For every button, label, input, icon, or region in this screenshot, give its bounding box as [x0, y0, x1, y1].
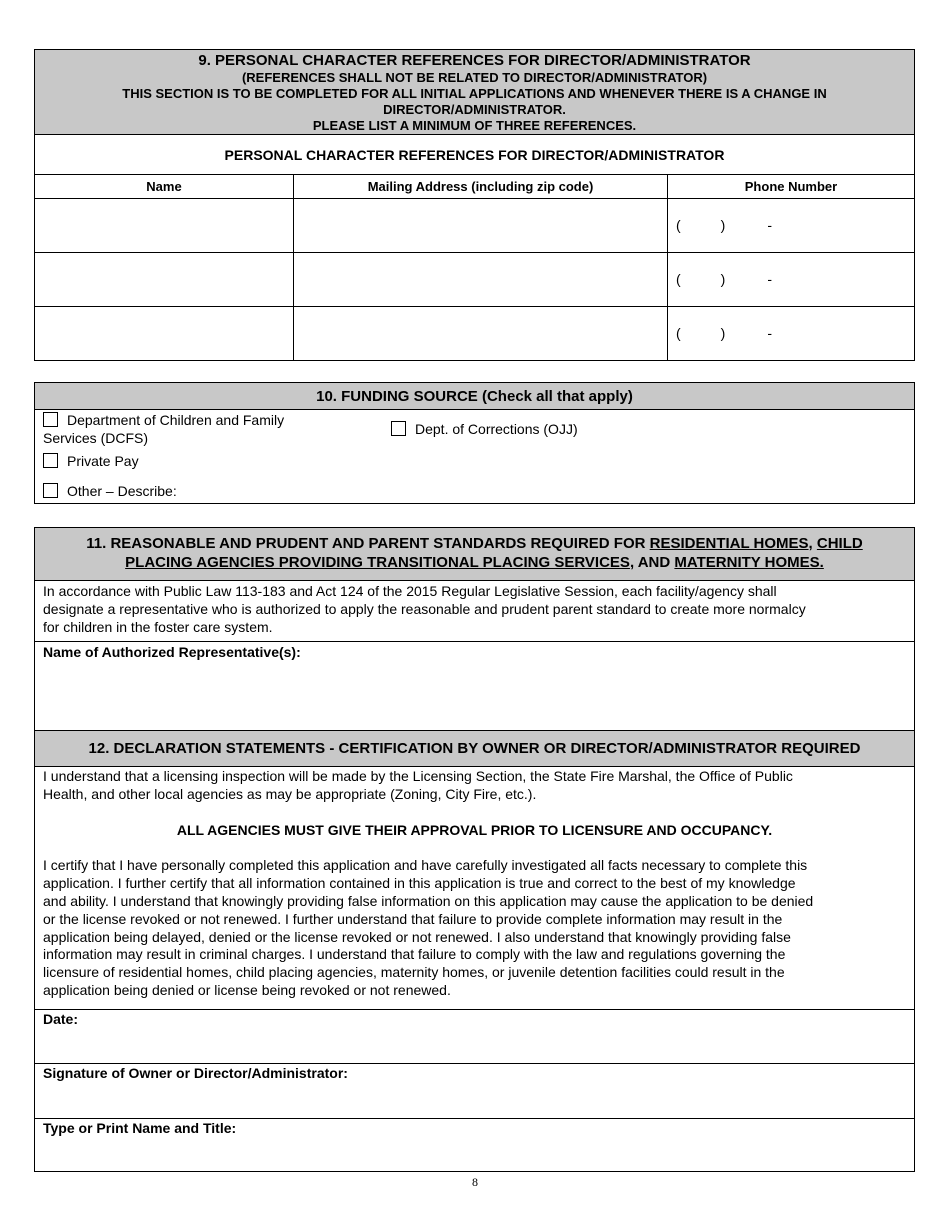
phone-dash: -	[767, 325, 773, 342]
phone-dash: -	[767, 271, 773, 287]
section-12-c6: information may result in criminal charges. I understand that failure to comply with the law and regulations governing the	[43, 946, 786, 963]
signature-field[interactable]	[35, 1063, 914, 1118]
section-11-header	[35, 528, 914, 581]
references-table	[35, 175, 914, 360]
signature-label: Signature of Owner or Director/Administrator:	[43, 1065, 348, 1081]
maternity-homes-text: MATERNITY HOMES.	[674, 554, 824, 571]
phone-open-paren: (	[676, 271, 681, 287]
phone-dash: -	[767, 217, 773, 233]
authorized-representative-field[interactable]	[35, 641, 914, 730]
section-9-header	[35, 50, 914, 135]
section-12-c1: I certify that I have personally completed this application and have carefully investigated all facts necessary to complete this	[43, 857, 808, 874]
phone-close-paren: )	[720, 217, 726, 233]
section-11-and: , AND	[629, 554, 675, 571]
section-9-subtitle: PERSONAL CHARACTER REFERENCES FOR DIRECTOR/ADMINISTRATOR	[35, 135, 914, 175]
reference-name-cell[interactable]	[35, 198, 294, 252]
page-number: 8	[472, 1175, 478, 1189]
section-12-c8: application being denied or license being revoked or not renewed.	[43, 981, 451, 998]
section-11-p3: for children in the foster care system.	[43, 618, 273, 635]
funding-other[interactable]	[43, 483, 177, 500]
phone-open-paren: (	[676, 325, 681, 342]
section-12-c5: application being delayed, denied or the license revoked or not renewed. I also understand that knowingly providing false	[43, 928, 791, 945]
date-field[interactable]	[35, 1009, 914, 1063]
funding-ojj[interactable]	[391, 421, 578, 438]
phone-close-paren: )	[720, 325, 726, 342]
funding-private-pay[interactable]	[43, 453, 139, 470]
section-12-notice: ALL AGENCIES MUST GIVE THEIR APPROVAL PRIOR TO LICENSURE AND OCCUPANCY.	[176, 821, 773, 838]
section-9-line3: DIRECTOR/ADMINISTRATOR.	[383, 102, 566, 117]
dcfs-checkbox[interactable]	[43, 412, 58, 427]
reference-phone-cell[interactable]	[668, 252, 915, 306]
funding-dcfs[interactable]	[43, 412, 284, 447]
other-checkbox[interactable]	[43, 483, 58, 498]
section-11-12	[34, 527, 915, 1172]
section-11-title-part1: 11. REASONABLE AND PRUDENT AND PARENT STANDARDS REQUIRED FOR	[86, 535, 650, 552]
residential-homes-text: RESIDENTIAL HOMES	[649, 535, 809, 552]
print-name-title-field[interactable]	[35, 1118, 914, 1171]
section-12-title: 12. DECLARATION STATEMENTS - CERTIFICATION BY OWNER OR DIRECTOR/ADMINISTRATOR REQUIRED	[35, 730, 914, 767]
section-12-c7: licensure of residential homes, child placing agencies, maternity homes, or juvenile detention facilities could result in the	[43, 964, 785, 981]
reference-phone-cell[interactable]	[668, 306, 915, 360]
ojj-checkbox[interactable]	[391, 421, 406, 436]
col-address-header: Mailing Address (including zip code)	[294, 175, 668, 198]
section-11-comma: ,	[808, 535, 817, 552]
reference-address-cell[interactable]	[294, 252, 668, 306]
section-9-line4: PLEASE LIST A MINIMUM OF THREE REFERENCES.	[312, 118, 637, 133]
section-9	[34, 49, 915, 361]
section-10	[34, 382, 915, 504]
reference-name-cell[interactable]	[35, 252, 294, 306]
reference-address-cell[interactable]	[294, 306, 668, 360]
private-pay-label: Private Pay	[67, 453, 139, 469]
other-label: Other – Describe:	[67, 483, 177, 499]
section-12-a1: I understand that a licensing inspection will be made by the Licensing Section, the State Fire Marshal, the Office of Public	[43, 768, 793, 784]
reference-address-cell[interactable]	[294, 198, 668, 252]
reference-name-cell[interactable]	[35, 306, 294, 360]
section-12-c2: application. I further certify that all information contained in this application is true and correct to the best of my knowledge	[43, 875, 796, 892]
phone-close-paren: )	[720, 271, 726, 287]
phone-open-paren: (	[676, 217, 681, 233]
section-9-title: 9. PERSONAL CHARACTER REFERENCES FOR DIRECTOR/ADMINISTRATOR	[198, 52, 751, 69]
reference-phone-cell[interactable]	[668, 198, 915, 252]
table-row	[35, 306, 914, 360]
section-9-line2: THIS SECTION IS TO BE COMPLETED FOR ALL INITIAL APPLICATIONS AND WHENEVER THERE IS A CHANGE IN	[122, 86, 827, 101]
section-12-body	[35, 767, 914, 1009]
placing-agencies-text: PLACING AGENCIES PROVIDING TRANSITIONAL PLACING SERVICES	[125, 554, 630, 571]
col-phone-header: Phone Number	[668, 175, 915, 198]
authorized-representative-label: Name of Authorized Representative(s):	[43, 644, 301, 660]
section-12-c3: and ability. I understand that knowingly providing false information on this application may cause the application to be denied	[43, 892, 814, 909]
section-11-p1: In accordance with Public Law 113-183 and Act 124 of the 2015 Regular Legislative Session, each facility/agency shall	[43, 583, 777, 599]
section-12-a2: Health, and other local agencies as may be appropriate (Zoning, City Fire, etc.).	[43, 785, 537, 802]
private-pay-checkbox[interactable]	[43, 453, 58, 468]
col-name-header: Name	[35, 175, 294, 198]
ojj-label: Dept. of Corrections (OJJ)	[415, 421, 578, 437]
dcfs-label-1: Department of Children and Family	[67, 412, 285, 428]
dcfs-label-2: Services (DCFS)	[43, 429, 149, 446]
section-11-p2: designate a representative who is authorized to apply the reasonable and prudent parent standard to create more normalcy	[43, 600, 806, 617]
table-row	[35, 252, 914, 306]
section-9-line1: (REFERENCES SHALL NOT BE RELATED TO DIRECTOR/ADMINISTRATOR)	[241, 70, 708, 85]
table-row	[35, 198, 914, 252]
child-text: CHILD	[816, 535, 863, 552]
date-label: Date:	[43, 1011, 79, 1027]
section-10-title: 10. FUNDING SOURCE (Check all that apply)	[35, 383, 914, 410]
section-12-c4: or the license revoked or not renewed. I further understand that failure to provide complete information may result in the	[43, 910, 783, 927]
print-name-title-label: Type or Print Name and Title:	[43, 1120, 237, 1136]
section-11-body	[35, 581, 914, 641]
